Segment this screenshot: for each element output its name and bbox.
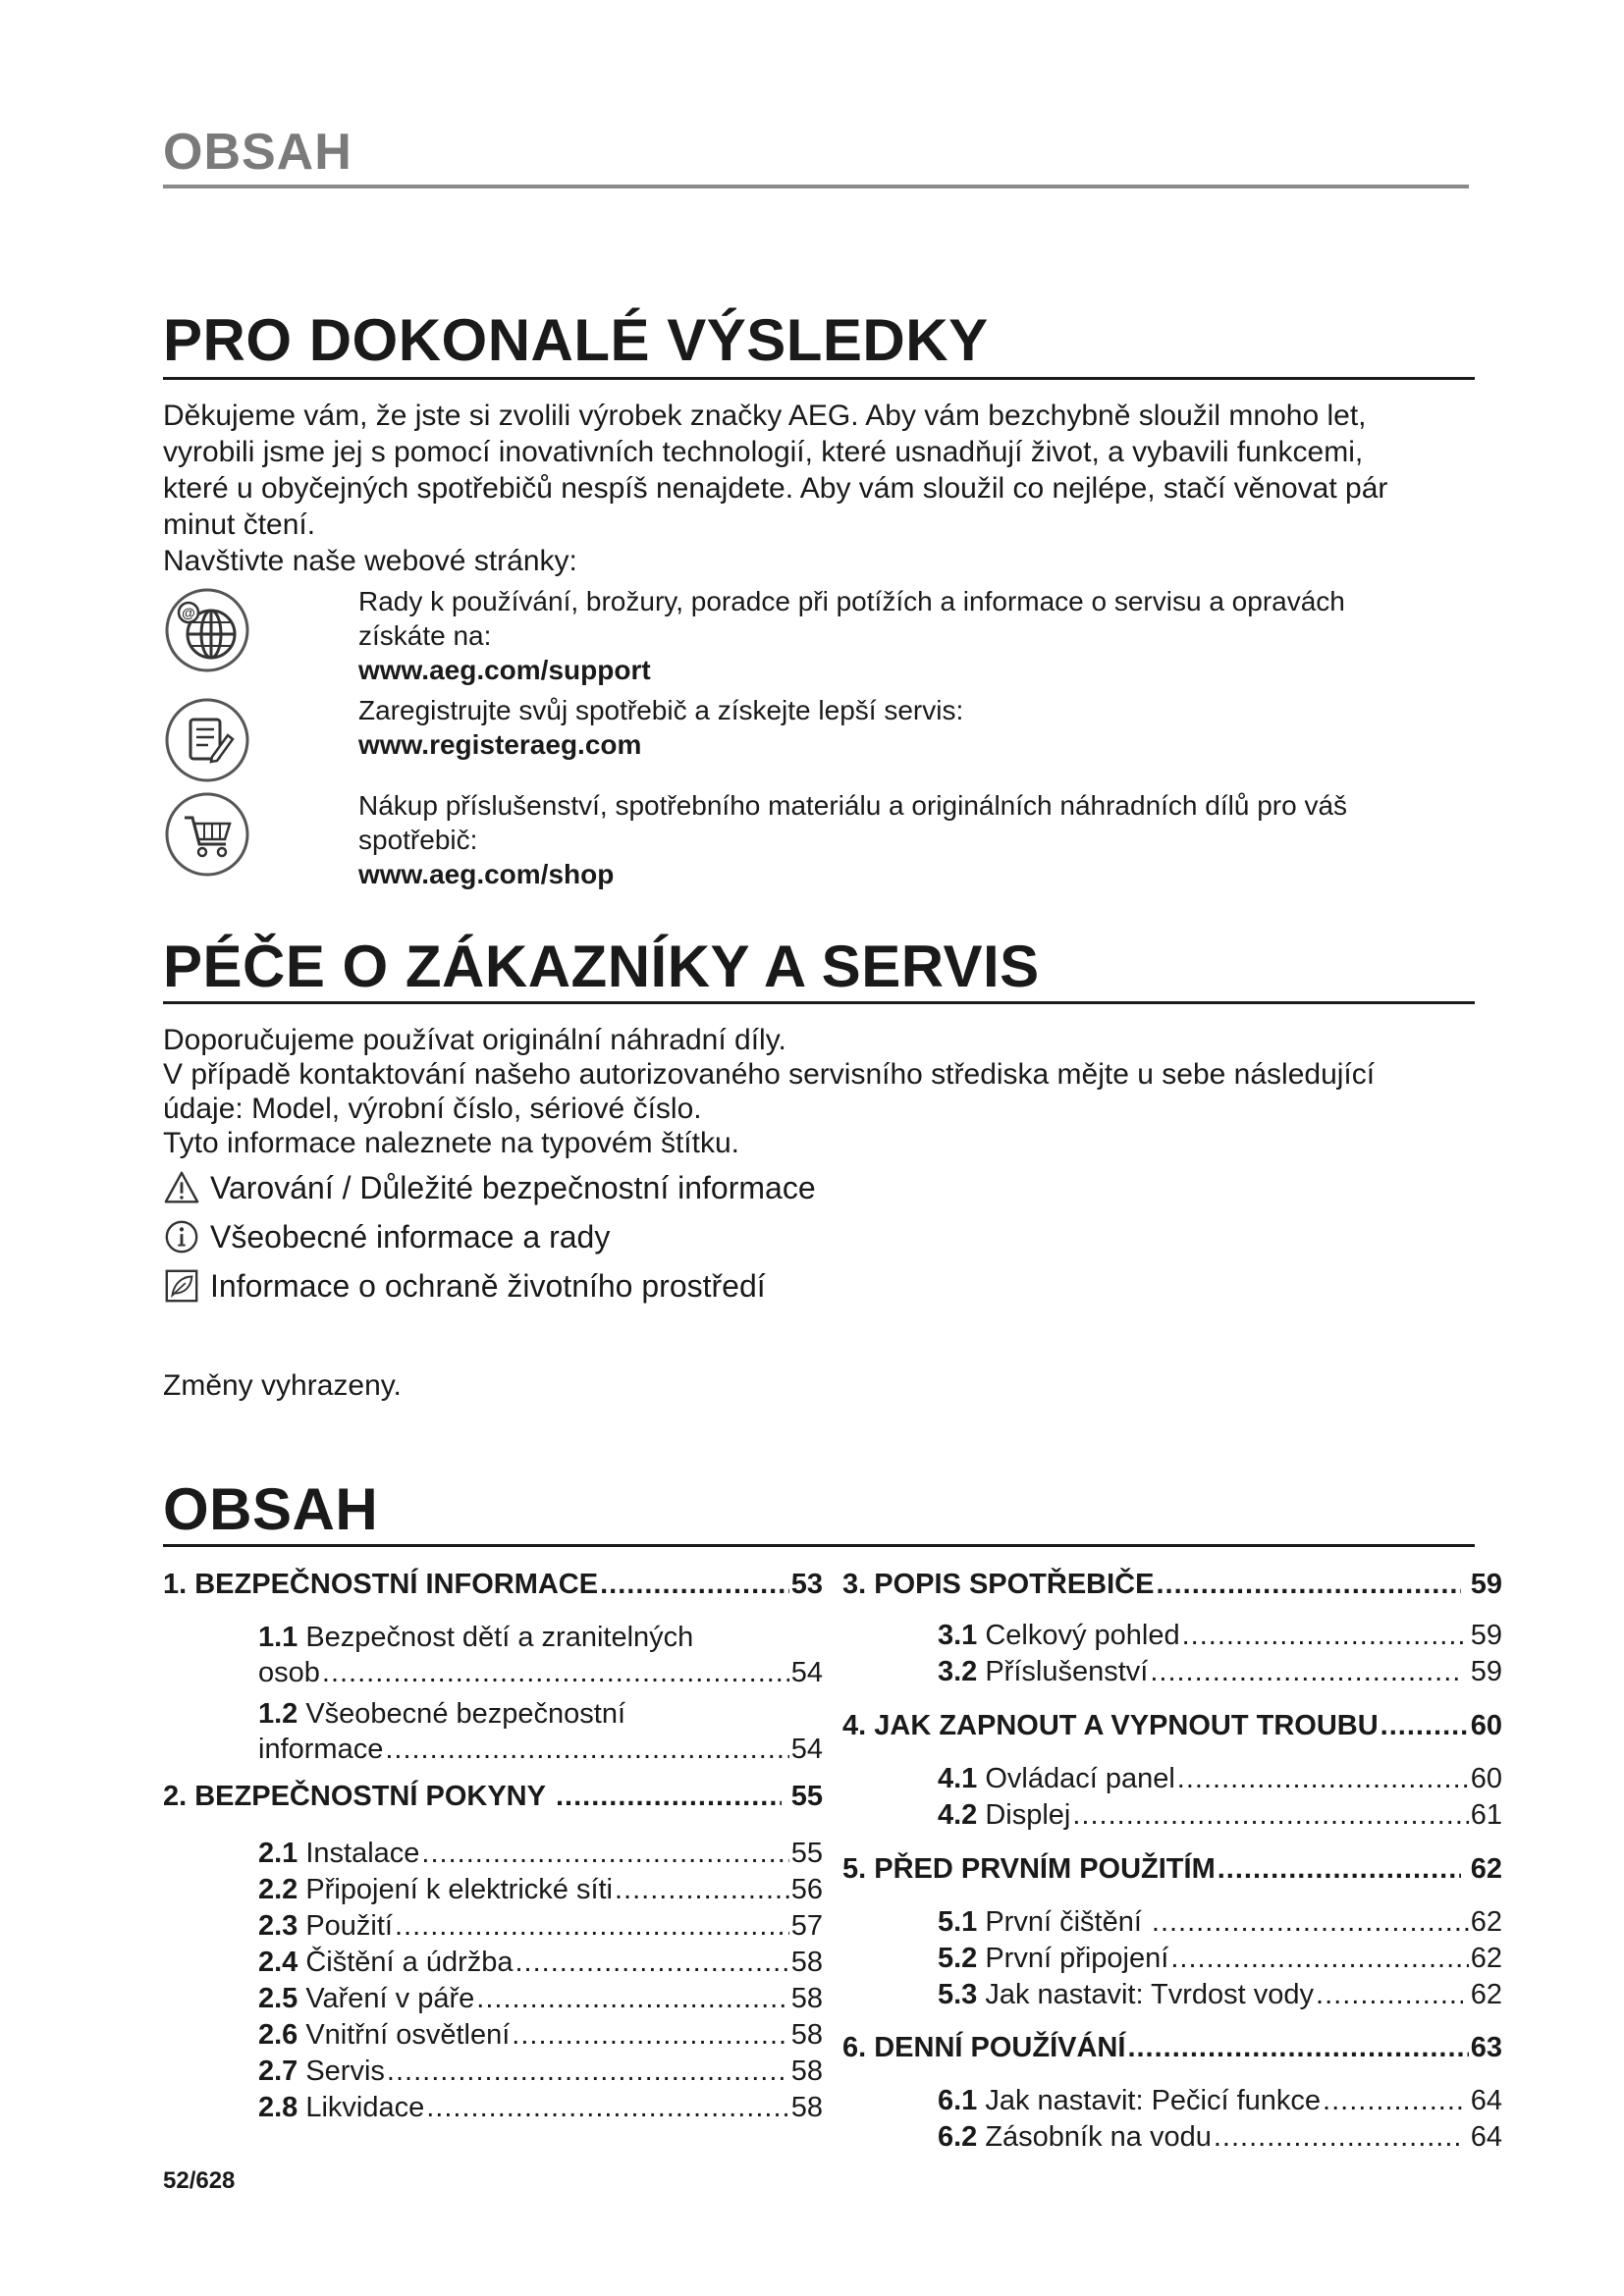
care-line: Doporučujeme používat originální náhradní díly. [163,1024,786,1056]
header-rule [163,185,1469,188]
toc-chapter-5[interactable]: 5. PŘED PRVNÍM POUŽITÍM ..... 62 [842,1853,1502,1886]
section-title-results: PRO DOKONALÉ VÝSLEDKY [163,307,989,373]
toc-title: OBSAH [163,1476,379,1542]
toc-entry-2-3[interactable]: 2.3 Použití ..... 57 [258,1910,823,1943]
legend-text: Varování / Důležité bezpečnostní informace [210,1170,816,1205]
warning-icon [163,1169,200,1206]
page-number: 52/628 [163,2167,236,2194]
web-item-text: spotřebič: [358,825,478,855]
web-item-text: Nákup příslušenství, spotřebního materiálu a originálních náhradních dílů pro váš [358,790,1348,821]
toc-entry-3-2[interactable]: 3.2 Příslušenství ..... 59 [938,1656,1502,1688]
leaf-icon [163,1267,200,1305]
toc-entry-2-2[interactable]: 2.2 Připojení k elektrické síti ..... 56 [258,1874,823,1906]
intro-line: Děkujeme vám, že jste si zvolili výrobek značky AEG. Aby vám bezchybně sloužil mnoho let, [163,400,1367,432]
toc-chapter-1[interactable]: 1. BEZPEČNOSTNÍ INFORMACE ..... 53 [163,1569,823,1601]
toc-entry-2-6[interactable]: 2.6 Vnitřní osvětlení ..... 58 [258,2019,823,2052]
page-header-title: OBSAH [163,124,352,181]
toc-entry-2-1[interactable]: 2.1 Instalace ..... 55 [258,1838,823,1870]
toc-entry-5-2[interactable]: 5.2 První připojení ..... 62 [938,1943,1502,1975]
legend-text: Všeobecné informace a rady [210,1219,611,1255]
globe-icon [163,586,251,674]
toc-entry-1-2[interactable]: 1.2 Všeobecné bezpečnostní informace ..... 54 [258,1696,823,1767]
web-item-shop [163,788,1475,896]
toc-entry-2-7[interactable]: 2.7 Servis ..... 58 [258,2056,823,2088]
info-icon [163,1218,200,1255]
web-item-register [163,693,1475,772]
toc-chapter-2[interactable]: 2. BEZPEČNOSTNÍ POKYNY ..... 55 [163,1781,823,1813]
register-icon [163,696,251,784]
toc-entry-1-1[interactable]: 1.1 Bezpečnost dětí a zranitelných osob ..... 54 [258,1620,823,1690]
web-item-text: získáte na: [358,620,492,651]
web-item-support [163,584,1475,692]
legend-warning [163,1168,816,1207]
care-line: Tyto informace naleznete na typovém štítku. [163,1127,739,1159]
shopping-cart-icon [163,790,251,879]
web-item-text: Rady k používání, brožury, poradce při potížích a informace o servisu a opravách [358,586,1345,616]
register-link[interactable]: www.registeraeg.com [358,729,642,760]
toc-entry-6-1[interactable]: 6.1 Jak nastavit: Pečicí funkce ..... 64 [938,2085,1502,2117]
toc-chapter-4[interactable]: 4. JAK ZAPNOUT A VYPNOUT TROUBU ..... 60 [842,1710,1502,1742]
toc-entry-3-1[interactable]: 3.1 Celkový pohled ..... 59 [938,1620,1502,1652]
intro-line: které u obyčejných spotřebičů nespíš nenajdete. Aby vám sloužil co nejlépe, stačí věnovat pár [163,472,1388,505]
toc-chapter-3[interactable]: 3. POPIS SPOTŘEBIČE ..... 59 [842,1569,1502,1601]
intro-line: minut čtení. [163,508,316,541]
web-item-text: Zaregistrujte svůj spotřebič a získejte lepší servis: [358,695,964,725]
toc-chapter-6[interactable]: 6. DENNÍ POUŽÍVÁNÍ ..... 63 [842,2032,1502,2064]
support-link[interactable]: www.aeg.com/support [358,655,651,685]
intro-line: vyrobili jsme jej s pomocí inovativních technologií, které usnadňují život, a vybavili funkcemi, [163,436,1364,468]
section-rule [163,1544,1475,1547]
toc-entry-4-1[interactable]: 4.1 Ovládací panel ..... 60 [938,1763,1502,1795]
toc-entry-5-3[interactable]: 5.3 Jak nastavit: Tvrdost vody ..... 62 [938,1979,1502,2011]
legend-text: Informace o ochraně životního prostředí [210,1268,766,1304]
toc-entry-2-5[interactable]: 2.5 Vaření v páře ..... 58 [258,1983,823,2015]
care-line: údaje: Model, výrobní číslo, sériové číslo. [163,1093,702,1125]
section-rule [163,1001,1475,1004]
toc-entry-6-2[interactable]: 6.2 Zásobník na vodu ..... 64 [938,2121,1502,2154]
toc-entry-2-4[interactable]: 2.4 Čištění a údržba ..... 58 [258,1947,823,1979]
toc-entry-4-2[interactable]: 4.2 Displej ..... 61 [938,1799,1502,1832]
toc-entry-5-1[interactable]: 5.1 První čištění ..... 62 [938,1906,1502,1939]
section-rule [163,377,1475,380]
toc-entry-2-8[interactable]: 2.8 Likvidace ..... 58 [258,2092,823,2124]
section-title-customer-care: PÉČE O ZÁKAZNÍKY A SERVIS [163,934,1040,999]
customer-care-paragraph [163,1023,1475,1160]
intro-paragraph [163,398,1475,579]
legend-info [163,1217,610,1256]
svg-text:@: @ [182,605,195,620]
legend-environment [163,1266,766,1306]
care-line: V případě kontaktování našeho autorizovaného servisního střediska mějte u sebe následující [163,1058,1376,1091]
changes-reserved-note: Změny vyhrazeny. [163,1369,402,1402]
shop-link[interactable]: www.aeg.com/shop [358,859,615,889]
intro-line: Navštivte naše webové stránky: [163,545,577,577]
